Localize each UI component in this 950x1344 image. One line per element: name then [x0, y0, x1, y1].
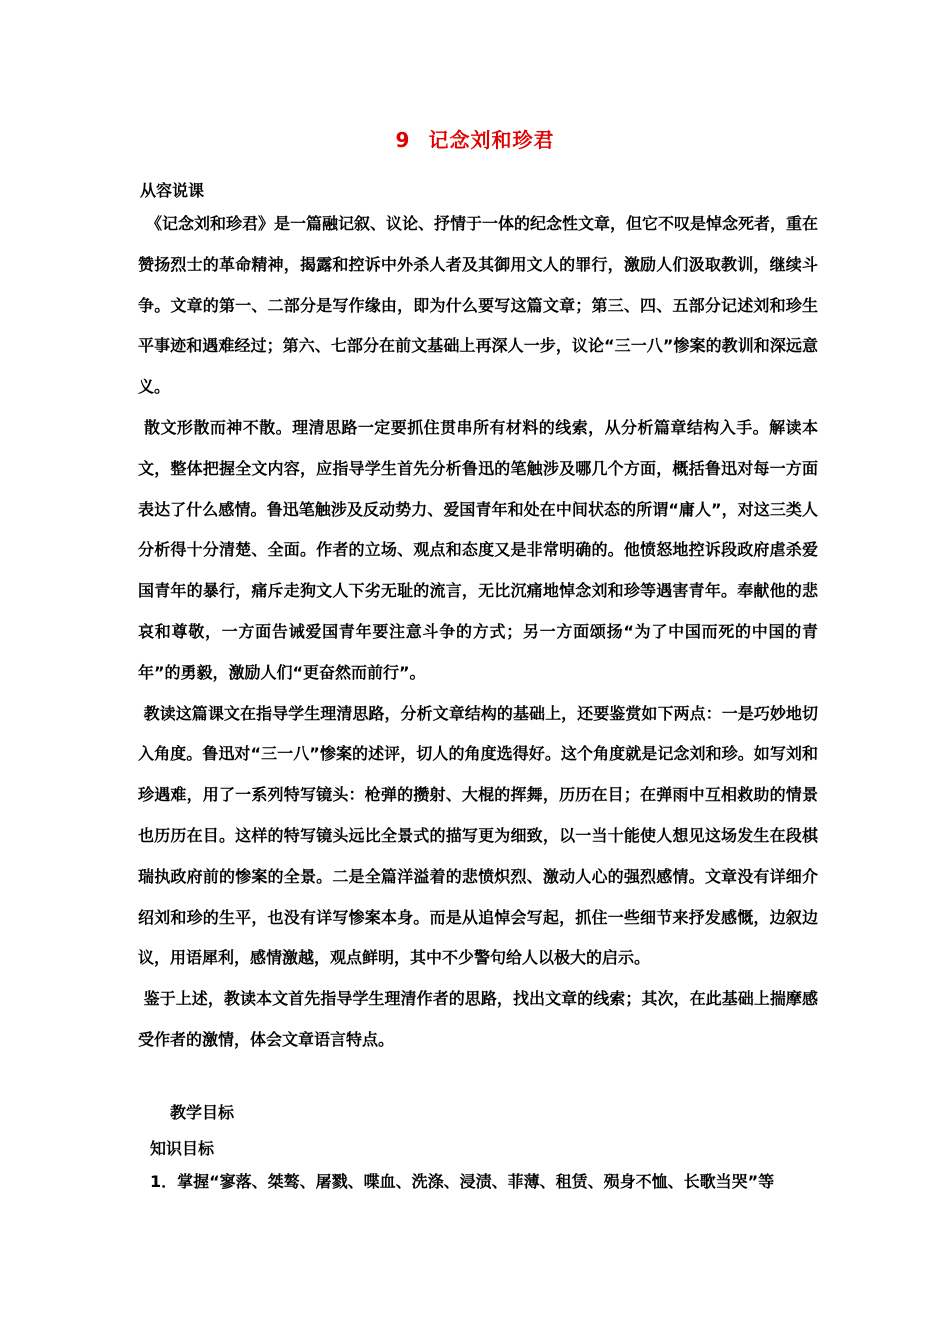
lesson-number: 9 [395, 128, 411, 152]
paragraph-4: 鉴于上述，教读本文首先指导学生理清作者的思路，找出文章的线索；其次，在此基础上揣摩感受作者的激情，体会文章语言特点。 [138, 989, 818, 1049]
body-text [138, 204, 818, 1061]
knowledge-goals-heading: 知识目标 [150, 1139, 215, 1158]
document-title [0, 124, 950, 153]
list-item: 1．掌握“寥落、桀骜、屠戮、喋血、洗涤、浸渍、菲薄、租赁、殒身不恤、长歌当哭”等 [150, 1172, 775, 1191]
paragraph-2: 散文形散而神不散。理清思路一定要抓住贯串所有材料的线索，从分析篇章结构入手。解读本文，整体把握全文内容，应指导学生首先分析鲁迅的笔触涉及哪几个方面，概括鲁迅对每一方面表达了什么感情。鲁迅笔触涉及反动势力、爱国青年和处在中间状态的所谓“庸人”，对这三类人分析得十分清楚、全面。作者的立场、观点和态度又是非常明确的。他愤怒地控诉段政府虐杀爱国青年的暴行，痛斥走狗文人下劣无耻的流言，无比沉痛地悼念刘和珍等遇害青年。奉献他的悲哀和尊敬，一方面告诫爱国青年要注意斗争的方式；另一方面颂扬“为了中国而死的中国的青年”的勇毅，激励人们“更奋然而前行”。 [138, 417, 818, 682]
paragraph-1: 《记念刘和珍君》是一篇融记叙、议论、抒情于一体的纪念性文章，但它不叹是悼念死者，重在赞扬烈士的革命精神，揭露和控诉中外杀人者及其御用文人的罪行，激励人们汲取教训，继续斗争。文章的第一、二部分是写作缘由，即为什么要写这篇文章；第三、四、五部分记述刘和珍生平事迹和遇难经过；第六、七部分在前文基础上再深人一步，议论“三一八”惨案的教训和深远意义。 [138, 214, 819, 397]
paragraph-3: 教读这篇课文在指导学生理清思路，分析文章结构的基础上，还要鉴赏如下两点：一是巧妙地切入角度。鲁迅对“三一八”惨案的述评，切人的角度选得好。这个角度就是记念刘和珍。如写刘和珍遇难，用了一系列特写镜头：枪弹的攒射、大棍的挥舞，历历在目；在弹雨中互相救助的情景也历历在目。这样的特写镜头远比全景式的描写更为细致，以一当十能使人想见这场发生在段棋瑞执政府前的惨案的全景。二是全篇洋溢着的悲愤炽烈、激动人心的强烈感情。文章没有详细介绍刘和珍的生平，也没有详写惨案本身。而是从追悼会写起，抓住一些细节来抒发感慨，边叙边议，用语犀利，感情激越，观点鲜明，其中不少警句给人以极大的启示。 [138, 703, 818, 968]
section-heading: 从容说课 [140, 181, 205, 200]
teaching-goals-heading: 教学目标 [170, 1103, 235, 1122]
lesson-title: 记念刘和珍君 [428, 128, 555, 152]
